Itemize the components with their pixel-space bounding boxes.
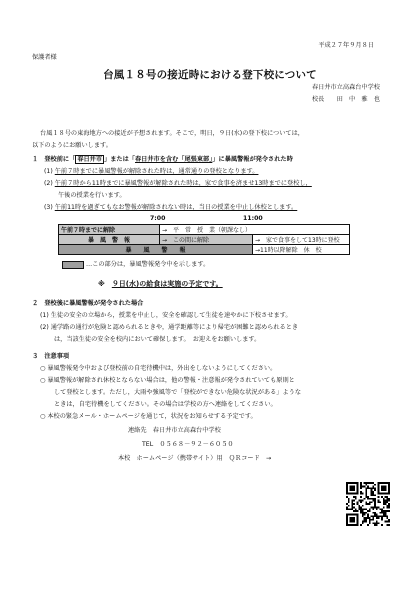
table-row <box>59 235 350 245</box>
item-text: 通学路の通行が危険と認められるときや，通学距離等により帰宅が困難と認められるとき <box>50 324 299 331</box>
list-item: は，当該生徒の安全を校内において確保します。 お迎えをお願いします。 <box>54 336 261 343</box>
item-text: 午前11時を過ぎてもなお警報が解除されない時は，当日の授業を中止し休校とします。 <box>54 204 298 211</box>
list-item <box>44 204 297 212</box>
intro-line: 以下のようにお願いします。 <box>32 142 112 149</box>
list-item <box>44 180 312 188</box>
table-cell: → 平 常 授 業（朝課なし） <box>160 225 350 235</box>
contact-tel: TEL ０５６８－９２－６０５０ <box>142 441 234 448</box>
item-number: (3) <box>44 204 53 211</box>
item-number: (2) <box>40 324 49 331</box>
time-label: 7:00 <box>150 215 166 222</box>
item-number: (1) <box>40 312 49 319</box>
bullet: ○ <box>40 377 46 384</box>
time-label: 11:00 <box>243 215 263 222</box>
heading-city-box: 春日井市 <box>77 156 103 163</box>
legend-swatch <box>62 261 84 269</box>
intro-line: 台風１８号の東海地方への接近が予想されます。そこで，明日，９日(水)の登下校については， <box>40 130 304 137</box>
list-item: して登校とします。ただし，大雨や強風等で「登校ができない危険な状況がある」ような <box>54 389 302 396</box>
date: 平成２７年９月８日 <box>318 42 374 49</box>
heading-area: 春日井市を含む「尾張東部」 <box>135 156 213 163</box>
section1-heading <box>32 156 293 164</box>
item-text: 暴風警報が解除され休校とならない場合は，他の警報・注意報が発令されていても原則と <box>47 377 295 384</box>
heading-text: 」に暴風警報が発令された時 <box>212 156 293 163</box>
page-title: 台風１８号の接近時における登下校について <box>103 69 317 81</box>
table-row <box>59 225 350 235</box>
item-number: (2) <box>44 180 53 187</box>
list-item <box>40 324 298 332</box>
note-mark: ※ <box>98 280 105 288</box>
qr-code-icon[interactable] <box>346 482 390 526</box>
item-text: 本校の緊急メール・ホームページを通じて，状況をお知らせする予定です。 <box>47 413 257 420</box>
list-item <box>40 312 292 320</box>
table-cell: 午前７時までに解除 <box>59 225 160 235</box>
list-item <box>40 413 257 421</box>
item-text: 暴風警報発令中および登校前の自宅待機中は，外出をしないようにしてください。 <box>47 365 277 372</box>
recipient: 保護者様 <box>32 54 57 61</box>
table-row <box>59 245 350 255</box>
heading-text: 」または「 <box>104 156 135 163</box>
legend-text: …この部分は，暴風警報発令中を示します。 <box>86 261 210 268</box>
list-item <box>40 365 276 373</box>
contact-label: 連絡先 春日井市立高森台中学校 <box>128 427 221 434</box>
table-cell: → この間に解除 <box>160 235 253 245</box>
lunch-note <box>98 280 223 289</box>
schedule-table <box>58 224 350 255</box>
list-item <box>44 168 258 176</box>
list-item: ときは，自宅待機をしてください。その場合は学校の方へ連絡をしてください。 <box>54 401 277 408</box>
item-text: 午前７時までに暴風警報が解除された時は，通常通りの登校となります。 <box>54 168 259 175</box>
contact-web: 本校 ホームページ（携帯サイト）用 ＱＲコード → <box>118 455 272 462</box>
heading-text: １ 登校前に「 <box>32 156 76 163</box>
item-text: 生徒の安全の立場から，授業を中止し，安全を確認して生徒を速やかに下校させます。 <box>50 312 292 319</box>
section3-heading: ３ 注意事項 <box>32 353 70 360</box>
note-text: ９日(水)の給食は実施の予定です。 <box>111 280 223 288</box>
list-item <box>40 377 295 385</box>
item-text: 午前７時から11時までに暴風警報が解除された時は，家で食事を済ませ13時までに登校し， <box>54 180 312 187</box>
table-cell: 暴 風 警 報 <box>59 235 160 245</box>
item-number: (1) <box>44 168 53 175</box>
bullet: ○ <box>40 365 46 372</box>
table-cell: → 家で食事をして13時に登校 <box>253 235 350 245</box>
bullet: ○ <box>40 413 46 420</box>
list-item: 午後の授業を行います。 <box>58 192 126 199</box>
principal-name: 校長 田 中 雅 也 <box>311 96 380 103</box>
school-name: 春日井市立高森台中学校 <box>311 84 380 91</box>
table-cell: →11時以降解除 休 校 <box>253 245 350 255</box>
section2-heading: ２ 登校後に暴風警報が発令された場合 <box>32 300 144 307</box>
table-cell: 暴 風 警 報 <box>59 245 253 255</box>
